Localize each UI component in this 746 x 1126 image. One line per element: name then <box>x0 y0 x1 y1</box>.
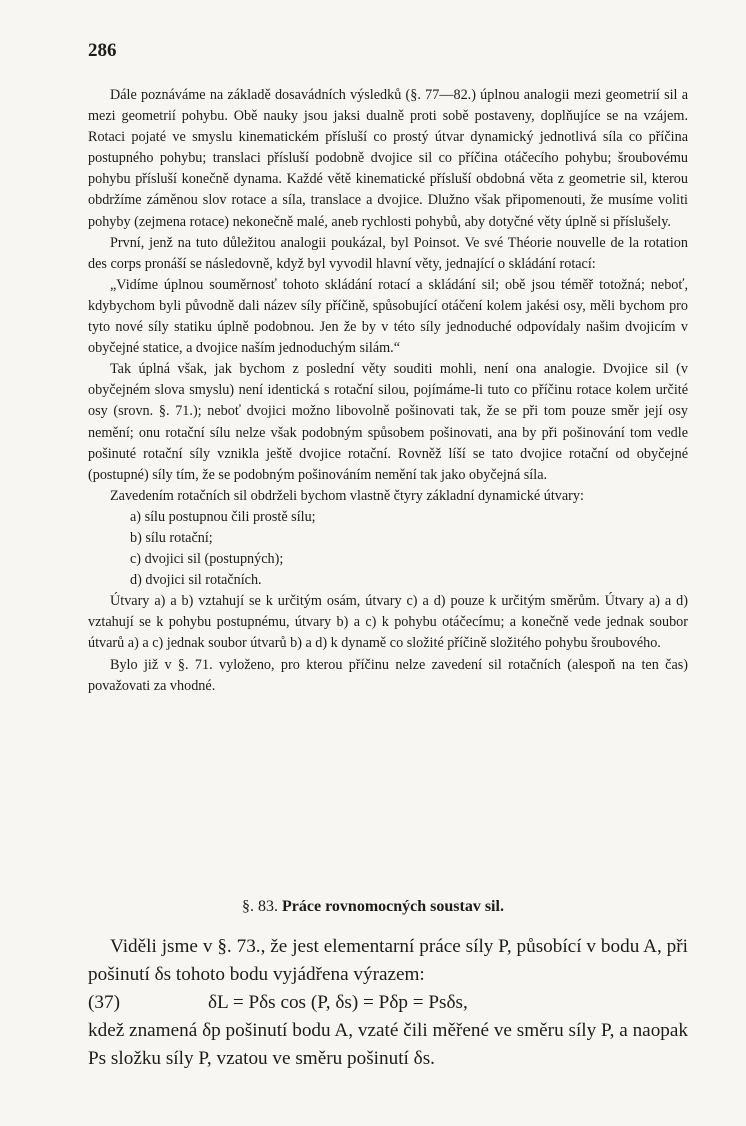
large-paragraph-definition: kdež znamená δp pošinutí bodu A, vzaté čili měřené ve směru síly P, a naopak Ps složku síly P, vzatou ve směru pošinutí δs. <box>88 1020 688 1069</box>
list-item: d) dvojici sil rotačních. <box>130 572 262 589</box>
paragraph-poinsot: První, jenž na tuto důležitou analogii poukázal, byl Poinsot. Ve své Théorie nouvelle de la rotation des corps pronáší se následovně, když byl vyvodil hlavní věty, jednající o skládání rotací: <box>88 234 688 272</box>
paragraph-quote: „Vidíme úplnou souměrnosť tohoto skládání rotací a skládání sil; obě jsou téměř totožná; neboť, kdybychom byli původně dali název síly příčině, spůsobující otáčení kolem jakési osy, měli bychom pro tyto nové síly statiku úplně podobnou. Jen že by v této síly jednoduché odpovídaly našim dvojicím v obyčejné statice, a dvojice naším jednoduchým silám.“ <box>88 276 688 357</box>
paragraph-reference: Bylo již v §. 71. vyloženo, pro kterou příčinu nelze zavedení sil rotačních (alespoň na ten čas) považovati za vhodné. <box>88 656 688 694</box>
dynamic-forms-list <box>88 507 688 591</box>
section-title: Práce rovnomocných soustav sil. <box>282 898 504 915</box>
paragraph-analogy: Dále poznáváme na základě dosavádních výsledků (§. 77—82.) úplnou analogii mezi geometrií sil a mezi geometrií pohybu. Obě nauky jsou jaksi dualně proti sobě postaveny, doplňujíce se na vzájem. Rotaci pojaté ve smyslu kinematickém přísluší co prostý útvar dynamický jednotlivá síla co příčina postupného pohybu; translaci přísluší podobně dvojice sil co příčina otáčecího pohybu; šroubovému pohybu přísluší konečně dynama. Každé větě kinematické přísluší obdobná věta z geometrie sil, kterou obdržíme záměnou slov rotace a síla, translace a dvojice. Dlužno však připomenouti, že musíme voliti pohyby (zejmena rotace) nekonečně malé, aneb rychlosti pohybů, aby dotyčné věty úplně si příslušely. <box>88 87 688 230</box>
main-text <box>88 85 688 697</box>
large-paragraph-intro: Viděli jsme v §. 73., že jest elementarní práce síly P, působící v bodu A, při pošinutí δs tohoto bodu vyjádřena výrazem: <box>88 936 688 985</box>
list-item: c) dvojici sil (postupných); <box>130 551 284 568</box>
page-number: 286 <box>88 40 117 61</box>
equation-row <box>88 989 688 1017</box>
equation-number: (37) <box>88 992 120 1013</box>
large-text-block <box>88 933 688 1073</box>
section-number: §. 83. <box>242 898 279 915</box>
section-heading <box>0 898 746 916</box>
paragraph-not-complete: Tak úplná však, jak bychom z poslední věty souditi mohli, není ona analogie. Dvojice sil (v obyčejném slova smyslu) není identická s rotační silou, pojímáme-li tuto co příčinu rotace kolem určité osy (srovn. §. 71.); neboť dvojici možno libovolně pošinovati tak, že se při tom pouze směr její osy nemění; onu rotační sílu nelze však podobným spůsobem pošinovati, ana by při pošinování tom vedle pošinuté rotační síly vznikla ještě dvojice rotační. Rovněž líší se tato dvojice rotační od obyčejné (postupné) síly tím, že se podobným pošinováním nemění tak jako obyčejná síla. <box>88 361 688 483</box>
equation: δL = Pδs cos (P, δs) = Pδp = Psδs, <box>208 992 468 1013</box>
paragraph-forms-relations: Útvary a) a b) vztahují se k určitým osám, útvary c) a d) pouze k určitým směrům. Útvary a) a d) vztahují se k pohybu postupnému, útvary b) a c) k pohybu otáčecímu; a konečně vede jednak soubor útvarů a) a c) jednak soubor útvarů b) a d) k dynamě co složité příčině složitého pohybu šroubového. <box>88 593 688 652</box>
list-item: b) sílu rotační; <box>130 529 213 546</box>
paragraph-four-forms: Zavedením rotačních sil obdrželi bychom vlastně čtyry základní dynamické útvary: <box>110 487 584 504</box>
list-item: a) sílu postupnou čili prostě sílu; <box>130 508 316 525</box>
